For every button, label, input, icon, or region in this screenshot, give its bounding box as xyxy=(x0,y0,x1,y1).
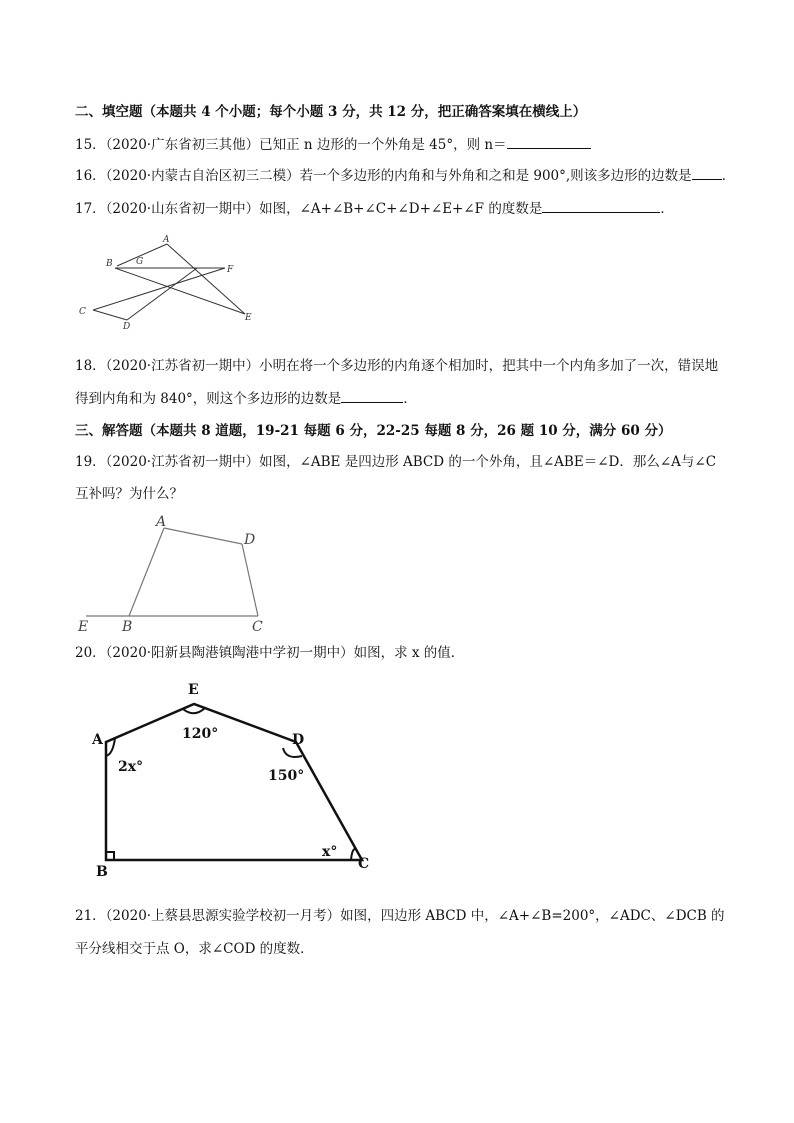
q19-label-a: A xyxy=(156,514,167,530)
answer-blank-17[interactable] xyxy=(542,198,660,213)
q20-angle-d-label: 150° xyxy=(268,768,305,784)
q19-label-e: E xyxy=(78,619,89,634)
q19-label-c: C xyxy=(252,619,263,634)
q20-label-d: D xyxy=(292,732,305,748)
section3-header: 三、解答题（本题共 8 道题，19-21 每题 6 分，22-25 每题 8 分，26 题 10 分，满分 60 分） xyxy=(75,423,672,439)
q19-label-b: B xyxy=(122,619,133,634)
q20-pentagon xyxy=(106,704,362,860)
question-16-end: ． xyxy=(721,168,736,184)
question-16 xyxy=(75,165,735,186)
question-15-text: 15．（2020·广东省初三其他）已知正 n 边形的一个外角是 45°，则 n＝ xyxy=(75,137,507,153)
q20-angle-arc-c xyxy=(351,849,356,860)
q17-label-f: F xyxy=(227,265,234,275)
q17-label-c: C xyxy=(79,307,86,317)
question-19-line2: 互补吗？为什么？ xyxy=(75,486,183,502)
q17-label-g: G xyxy=(136,257,144,267)
q20-label-b: B xyxy=(96,864,108,880)
question-18-line1: 18．（2020·江苏省初一期中）小明在将一个多边形的内角逐个相加时，把其中一个内角多加了一次，错误地 xyxy=(75,358,719,374)
question-21-line2: 平分线相交于点 O，求∠COD 的度数． xyxy=(75,941,314,957)
q17-figure xyxy=(75,232,265,334)
section2-header: 二、填空题（本题共 4 个小题；每个小题 3 分，共 12 分，把正确答案填在横线上） xyxy=(75,104,587,120)
question-18-line2 xyxy=(75,388,417,409)
question-15 xyxy=(75,134,591,155)
q17-label-d: D xyxy=(123,322,131,332)
question-21-line1: 21．（2020·上蔡县思源实验学校初一月考）如图，四边形 ABCD 中，∠A+∠B=200°，∠ADC、∠DCB 的 xyxy=(75,908,725,924)
q17-segment-ae xyxy=(167,244,245,314)
q19-segment-dc xyxy=(242,544,258,616)
answer-blank-15[interactable] xyxy=(507,134,591,149)
q17-segment-fc xyxy=(93,268,225,310)
question-17-text: 17．（2020·山东省初一期中）如图，∠A+∠B+∠C+∠D+∠E+∠F 的度数是 xyxy=(75,201,543,217)
q19-figure xyxy=(72,512,272,634)
q20-figure xyxy=(88,676,378,882)
q20-angle-a-label: 2x° xyxy=(118,759,144,775)
q20-label-a: A xyxy=(92,732,103,748)
q19-segment-ad xyxy=(164,528,242,544)
question-17 xyxy=(75,198,674,219)
question-18-text: 得到内角和为 840°，则这个多边形的边数是 xyxy=(75,391,342,407)
question-16-text: 16．（2020·内蒙古自治区初三二模）若一个多边形的内角和与外角和之和是 900°,则该多边形的边数是 xyxy=(75,168,692,184)
answer-blank-16[interactable] xyxy=(692,165,722,180)
answer-blank-18[interactable] xyxy=(341,388,403,403)
question-17-end: ． xyxy=(660,201,674,217)
question-19-line1: 19．（2020·江苏省初一期中）如图，∠ABE 是四边形 ABCD 的一个外角，且∠ABE＝∠D．那么∠A与∠C xyxy=(75,454,717,470)
question-18-end: ． xyxy=(403,391,417,407)
q17-label-a: A xyxy=(163,235,170,245)
q20-angle-arc-e xyxy=(183,708,205,713)
q19-label-d: D xyxy=(244,532,256,548)
q20-label-e: E xyxy=(188,682,199,698)
q20-angle-c-label: x° xyxy=(322,844,338,860)
q17-label-b: B xyxy=(106,259,113,269)
q17-label-e: E xyxy=(245,313,252,323)
question-20: 20．（2020·阳新县陶港镇陶港中学初一期中）如图，求 x 的值． xyxy=(75,645,465,661)
q19-segment-ba xyxy=(129,528,164,616)
q17-segment-be xyxy=(115,268,245,314)
q20-label-c: C xyxy=(358,856,370,872)
q20-angle-e-label: 120° xyxy=(182,726,219,742)
q17-segment-cd xyxy=(93,310,127,320)
